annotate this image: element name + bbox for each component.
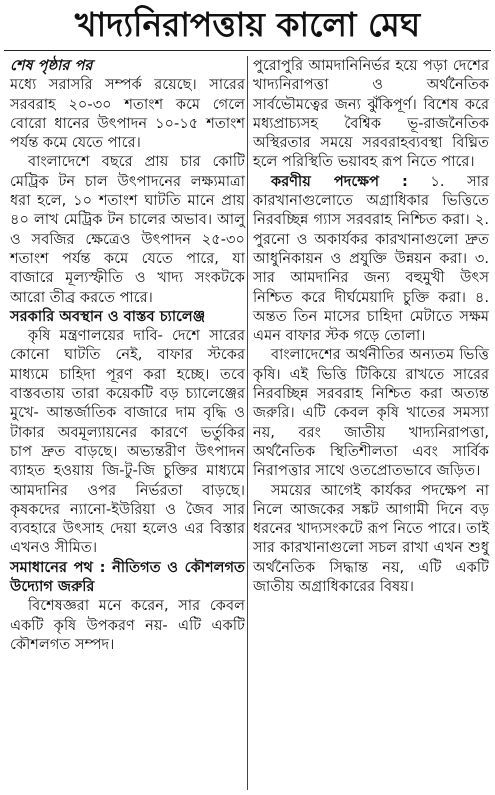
- paragraph: বিশেষজ্ঞরা মনে করেন, সার কেবল একটি কৃষি উপকরণ নয়- এটি একটি কৌশলগত সম্পদ।: [10, 597, 245, 653]
- headline-rule: [4, 50, 491, 51]
- column-divider: [247, 56, 248, 790]
- continued-label: শেষ পৃষ্ঠার পর: [10, 57, 93, 74]
- subheading: সমাধানের পথ : নীতিগত ও কৌশলগত উদ্যোগ জরুরি: [10, 558, 245, 596]
- paragraph: বাংলাদেশে বছরে প্রায় চার কোটি মেট্রিক টন চাল উৎপাদনের লক্ষ্যমাত্রা ধরা হলে, ১০ শতাংশ ঘাটতি মানে প্রায় ৪০ লাখ মেট্রিক টন চালের অভাব। আলু ও সবজির ক্ষেত্রেও উৎপাদন ২৫-৩০ শতাংশ পর্যন্ত কমে যেতে পারে, যা বাজারে মূল্যস্ফীতি ও খাদ্য সংকটকে আরো তীব্র করতে পারে।: [10, 153, 245, 306]
- paragraph: [253, 172, 489, 346]
- right-column: [253, 56, 489, 596]
- paragraph: সময়ের আগেই কার্যকর পদক্ষেপ না নিলে আজকের সঙ্কট আগামী দিনে বড় ধরনের খাদ্যসংকটে রূপ নিতে পারে। তাই সার কারখানাগুলো সচল রাখা এখন শুধু অর্থনৈতিক সিদ্ধান্ত নয়, এটি একটি জাতীয় অগ্রাধিকারের বিষয়।: [253, 481, 489, 596]
- left-column: [10, 56, 245, 654]
- paragraph: মধ্যে সরাসরি সম্পর্ক রয়েছে। সারের সরবরাহ ২০-৩০ শতাংশ কমে গেলে বোরো ধানের উৎপাদন ১০-১৫ শতাংশ পর্যন্ত কমে যেতে পারে।: [10, 76, 245, 152]
- article-headline: খাদ্যনিরাপত্তায় কালো মেঘ: [74, 5, 421, 44]
- paragraph: কৃষি মন্ত্রণালয়ের দাবি- দেশে সারের কোনো ঘাটতি নেই, বাফার স্টকের মাধ্যমে চাহিদা পূরণ করা হচ্ছে। তবে বাস্তবতায় তারা কয়েকটি বড় চ্যালেঞ্জের মুখে- আন্তর্জাতিক বাজারে দাম বৃদ্ধি ও টাকার অবমূল্যায়নের কারণে ভর্তুকির চাপ দ্রুত বাড়ছে। অভ্যন্তরীণ উৎপাদন ব্যাহত হওয়ায় জি-টু-জি চুক্তির মাধ্যমে আমদানির ওপর নির্ভরতা বাড়ছে। কৃষকদের ন্যানো-ইউরিয়া ও জৈব সার ব্যবহারে উৎসাহ দেয়া হলেও এর বিস্তার এখনও সীমিত।: [10, 327, 245, 557]
- actions-text: ১. সার কারখানাগুলোতে অগ্রাধিকার ভিত্তিতে নিরবচ্ছিন্ন গ্যাস সরবরাহ নিশ্চিত করা। ২. পুরনো ও অকার্যকর কারখানাগুলো দ্রুত আধুনিকায়ন ও প্রযুক্তি উন্নয়ন করা। ৩. সার আমদানির জন্য বহুমুখী উৎস নিশ্চিত করে দীর্ঘমেয়াদি চুক্তি করা। ৪. অন্তত তিন মাসের চাহিদা মেটাতে সক্ষম এমন বাফার স্টক গড়ে তোলা।: [253, 172, 489, 345]
- paragraph: বাংলাদেশের অর্থনীতির অন্যতম ভিত্তি কৃষি। এই ভিত্তি টিকিয়ে রাখতে সারের নিরবচ্ছিন্ন সরবরাহ নিশ্চিত করা অত্যন্ত জরুরি। এটি কেবল কৃষি খাতের সমস্যা নয়, বরং জাতীয় খাদ্যনিরাপত্তা, অর্থনৈতিক স্থিতিশীলতা এবং সার্বিক নিরাপত্তার সাথে ওতপ্রোতভাবে জড়িত।: [253, 346, 489, 480]
- actions-label: করণীয় পদক্ষেপ :: [271, 172, 408, 190]
- subheading: সরকারি অবস্থান ও বাস্তব চ্যালেঞ্জ: [10, 307, 206, 325]
- paragraph: পুরোপুরি আমদানিনির্ভর হয়ে পড়া দেশের খাদ্যনিরাপত্তা ও অর্থনৈতিক সার্বভৌমত্বের জন্য ঝুঁকিপূর্ণ। বিশেষ করে মধ্যপ্রাচ্যসহ বৈশ্বিক ভূ-রাজনৈতিক অস্থিরতার সময়ে সরবরাহব্যবস্থা বিঘ্নিত হলে পরিস্থিতি ভয়াবহ রূপ নিতে পারে।: [253, 57, 489, 171]
